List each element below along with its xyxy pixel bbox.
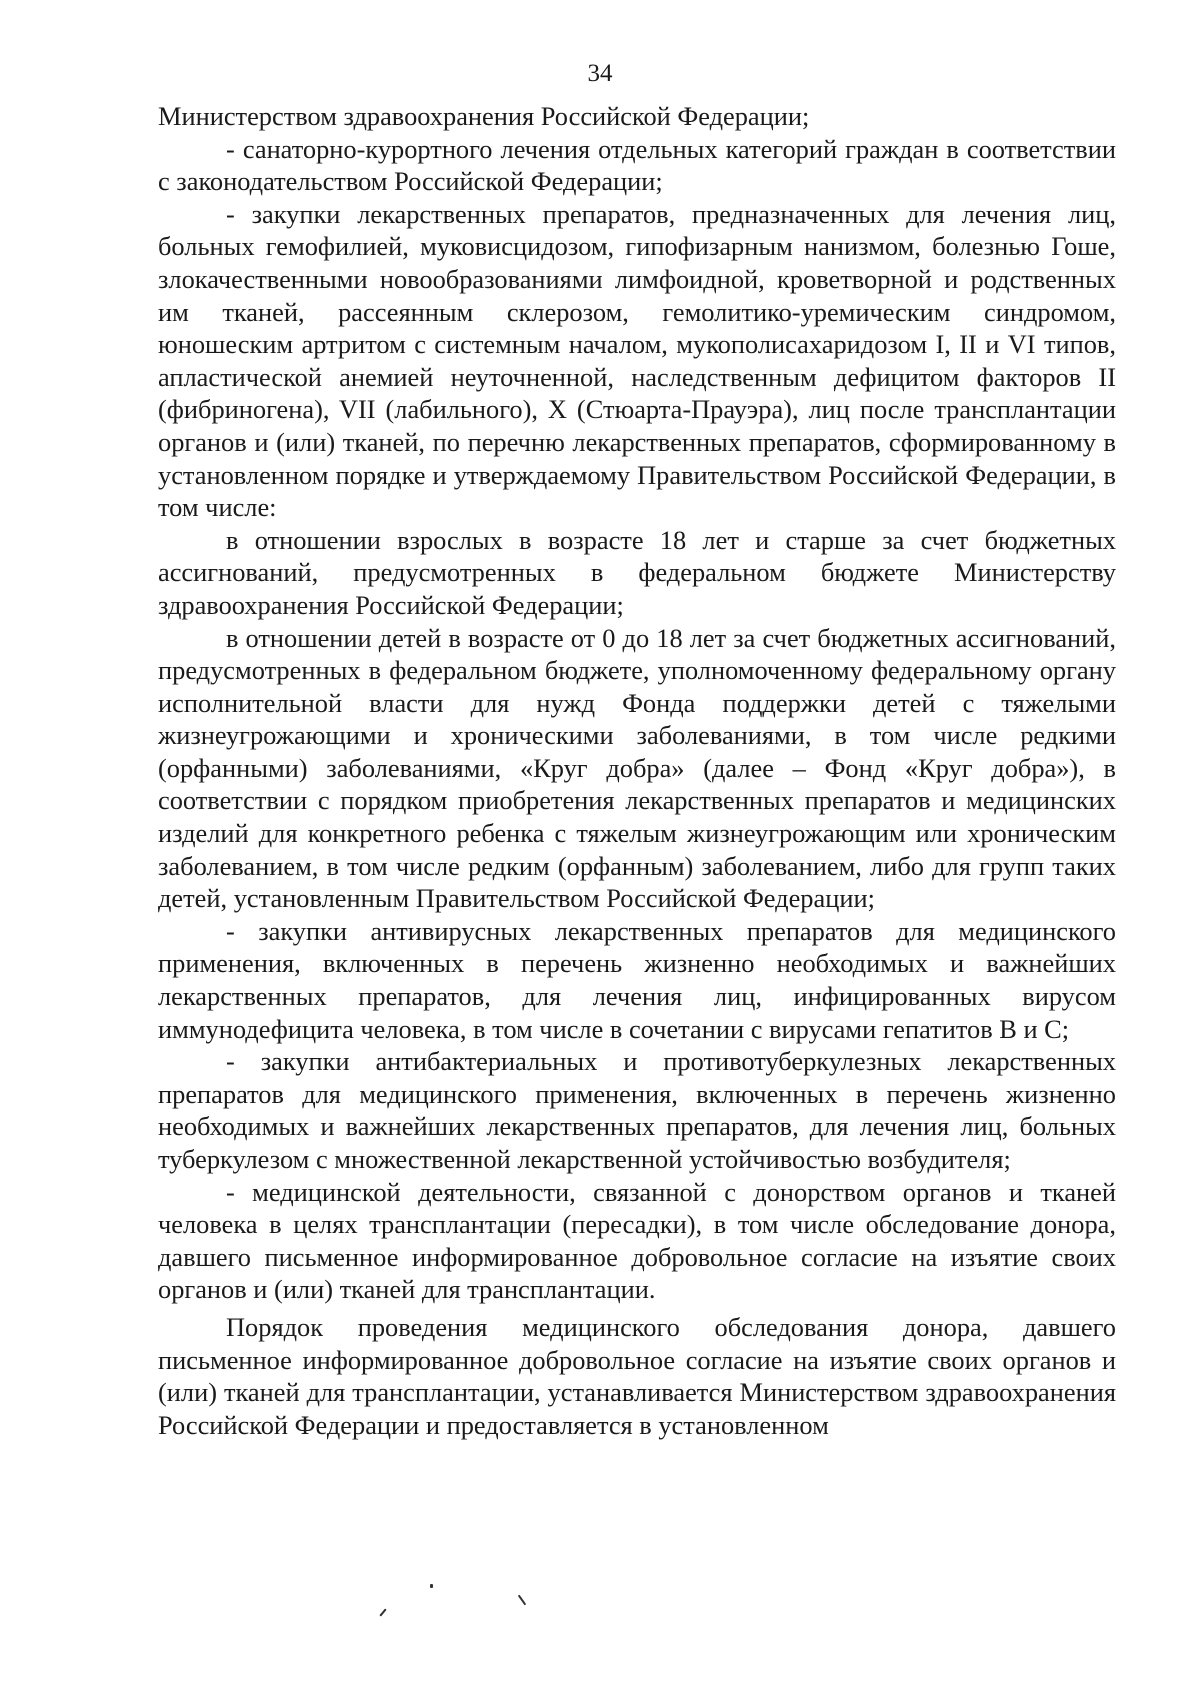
paragraph-continuation: Министерством здравоохранения Российской Федерации; [158,101,810,131]
paragraph-donor-examination-procedure: Порядок проведения медицинского обследования донора, давшего письменное информированное добровольное согласие на изъятие своих органов и (или) тканей для трансплантации, устанавливается Министерством здравоохранения Российской Федерации и предоставляется в установленном [158,1311,1116,1440]
paragraph-drug-procurement: - закупки лекарственных препаратов, предназначенных для лечения лиц, больных гемофилией, муковисцидозом, гипофизарным нанизмом, болезнью Гоше, злокачественными новообразованиями лимфоидной, кроветворной и родственных им тканей, рассеянным склерозом, гемолитико-уремическим синдромом, юношеским артритом с системным началом, мукополисахаридозом I, II и VI типов, апластической анемией неуточненной, наследственным дефицитом факторов II (фибриногена), VII (лабильного), X (Стюарта-Прауэра), лиц после трансплантации органов и (или) тканей, по перечню лекарственных препаратов, сформированному в установленном порядке и утверждаемому Правительством Российской Федерации, в том числе: [158,198,1116,523]
document-body [158,100,1116,1441]
paragraph-sanatorium-treatment: - санаторно-курортного лечения отдельных категорий граждан в соответствии с законодательством Российской Федерации; [158,133,1116,197]
paragraph-antibacterial-procurement: - закупки антибактериальных и противотуберкулезных лекарственных препаратов для медицинского применения, включенных в перечень жизненно необходимых и важнейших лекарственных препаратов, для лечения лиц, больных туберкулезом с множественной лекарственной устойчивостью возбудителя; [158,1046,1116,1174]
paragraph-adults: в отношении взрослых в возрасте 18 лет и старше за счет бюджетных ассигнований, предусмотренных в федеральном бюджете Министерству здравоохранения Российской Федерации; [158,524,1116,620]
page-number: 34 [587,60,613,87]
scan-artifact-mark [518,1595,527,1606]
paragraph-antiviral-procurement: - закупки антивирусных лекарственных препаратов для медицинского применения, включенных в перечень жизненно необходимых и важнейших лекарственных препаратов, для лечения лиц, инфицированных вирусом иммунодефицита человека, в том числе в сочетании с вирусами гепатитов B и C; [158,915,1116,1044]
paragraph-children: в отношении детей в возрасте от 0 до 18 лет за счет бюджетных ассигнований, предусмотренных в федеральном бюджете, уполномоченному федеральному органу исполнительной власти для нужд Фонда поддержки детей с тяжелыми жизнеугрожающими и хроническими заболеваниями, в том числе редкими (орфанными) заболеваниями, «Круг добра» (далее – Фонд «Круг добра»), в соответствии с порядком приобретения лекарственных препаратов и медицинских изделий для конкретного ребенка с тяжелым жизнеугрожающим или хроническим заболеванием, в том числе редким (орфанным) заболеванием, либо для групп таких детей, установленным Правительством Российской Федерации; [158,622,1116,914]
paragraph-donor-activity: - медицинской деятельности, связанной с донорством органов и тканей человека в целях трансплантации (пересадки), в том числе обследование донора, давшего письменное информированное добровольное согласие на изъятие своих органов и (или) тканей для трансплантации. [158,1176,1116,1305]
scan-artifact-mark [430,1584,433,1588]
scan-artifact-mark [379,1608,386,1616]
